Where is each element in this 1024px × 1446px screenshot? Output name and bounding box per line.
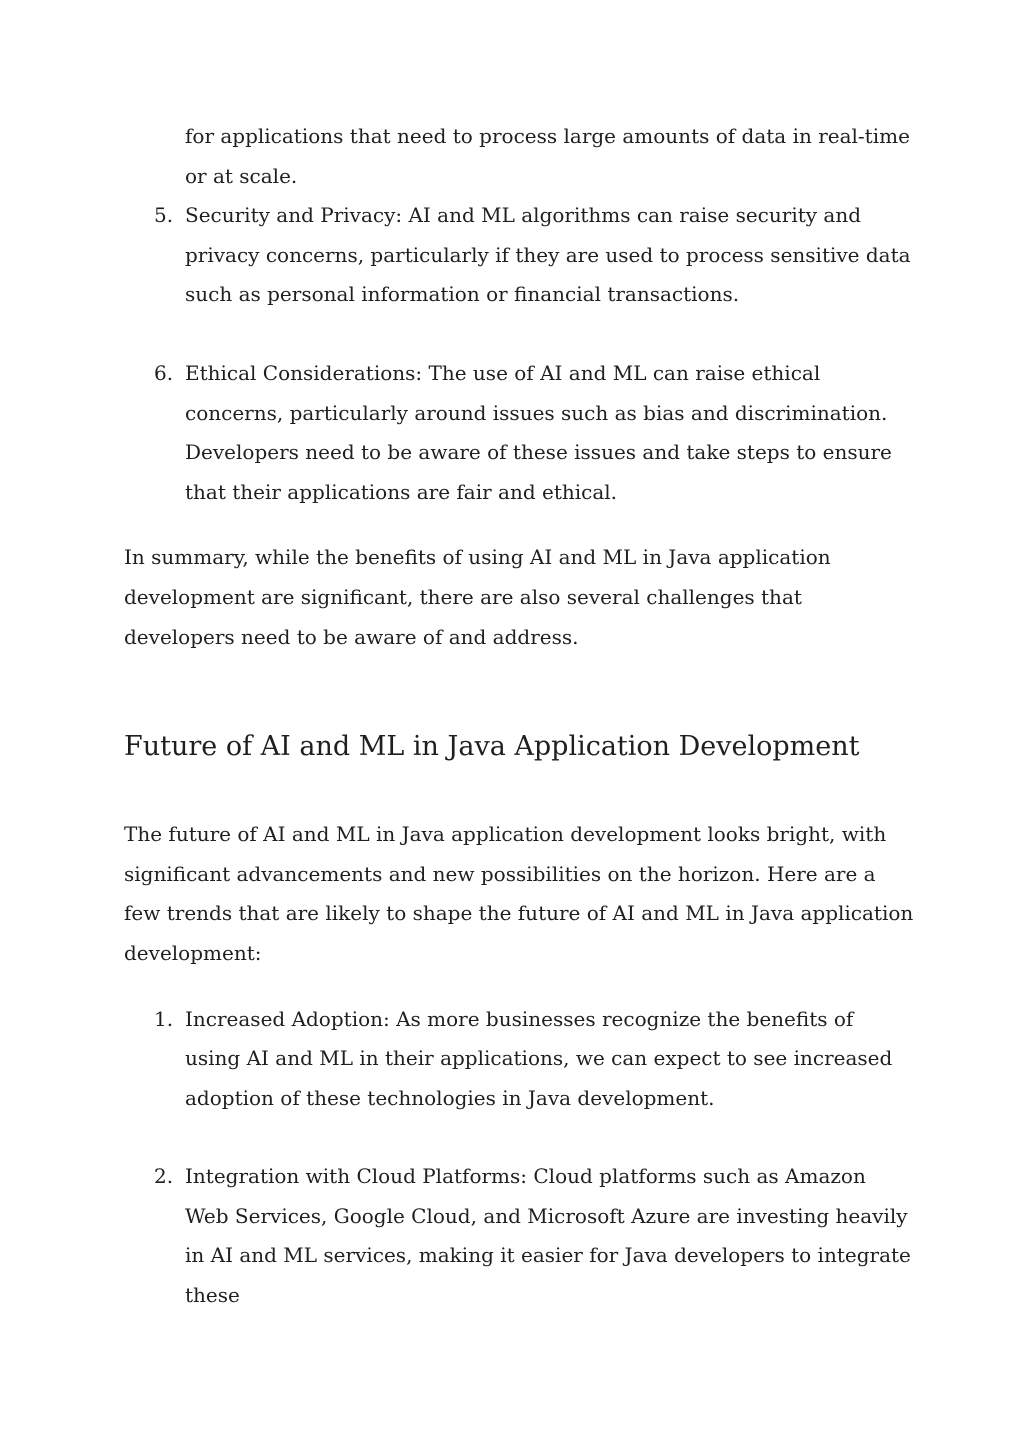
list-item-number: 1. bbox=[154, 1006, 174, 1031]
list-item-number: 2. bbox=[154, 1164, 174, 1189]
list-item-text: Ethical Considerations: The use of AI and ML can raise ethical concerns, particularly around issues such as bias and discrimination. Developers need to be aware of these issues and take steps to ensure that their applications are fair and ethical. bbox=[185, 360, 892, 504]
list-item-number: 6. bbox=[154, 360, 174, 385]
list-item bbox=[124, 1000, 914, 1119]
list-item-text: Integration with Cloud Platforms: Cloud platforms such as Amazon Web Services, Google Cloud, and Microsoft Azure are investing heavily in AI and ML services, making it easier for Java developers to integrate these bbox=[185, 1164, 911, 1308]
trends-list bbox=[124, 1000, 914, 1316]
list-item bbox=[124, 1157, 914, 1315]
section-heading: Future of AI and ML in Java Application Development bbox=[124, 731, 860, 763]
list-item-text: Increased Adoption: As more businesses recognize the benefits of using AI and ML in their applications, we can expect to see increased adoption of these technologies in Java development. bbox=[185, 1006, 893, 1110]
document-page bbox=[124, 117, 914, 1316]
list-item-number: 5. bbox=[154, 203, 174, 228]
continued-list-item bbox=[124, 117, 914, 196]
list-item bbox=[124, 196, 914, 315]
summary-paragraph: In summary, while the benefits of using AI and ML in Java application development are significant, there are also several challenges that developers need to be aware of and address. bbox=[124, 545, 831, 649]
challenges-list bbox=[124, 196, 914, 512]
list-item-text: Security and Privacy: AI and ML algorithms can raise security and privacy concerns, particularly if they are used to process sensitive data such as personal information or financial transactions. bbox=[185, 203, 911, 307]
continued-list-item-text: for applications that need to process large amounts of data in real-time or at scale. bbox=[185, 124, 910, 188]
list-item bbox=[124, 354, 914, 512]
section-intro-paragraph: The future of AI and ML in Java application development looks bright, with significant advancements and new possibilities on the horizon. Here are a few trends that are likely to shape the future of AI and ML in Java application development: bbox=[124, 822, 914, 965]
